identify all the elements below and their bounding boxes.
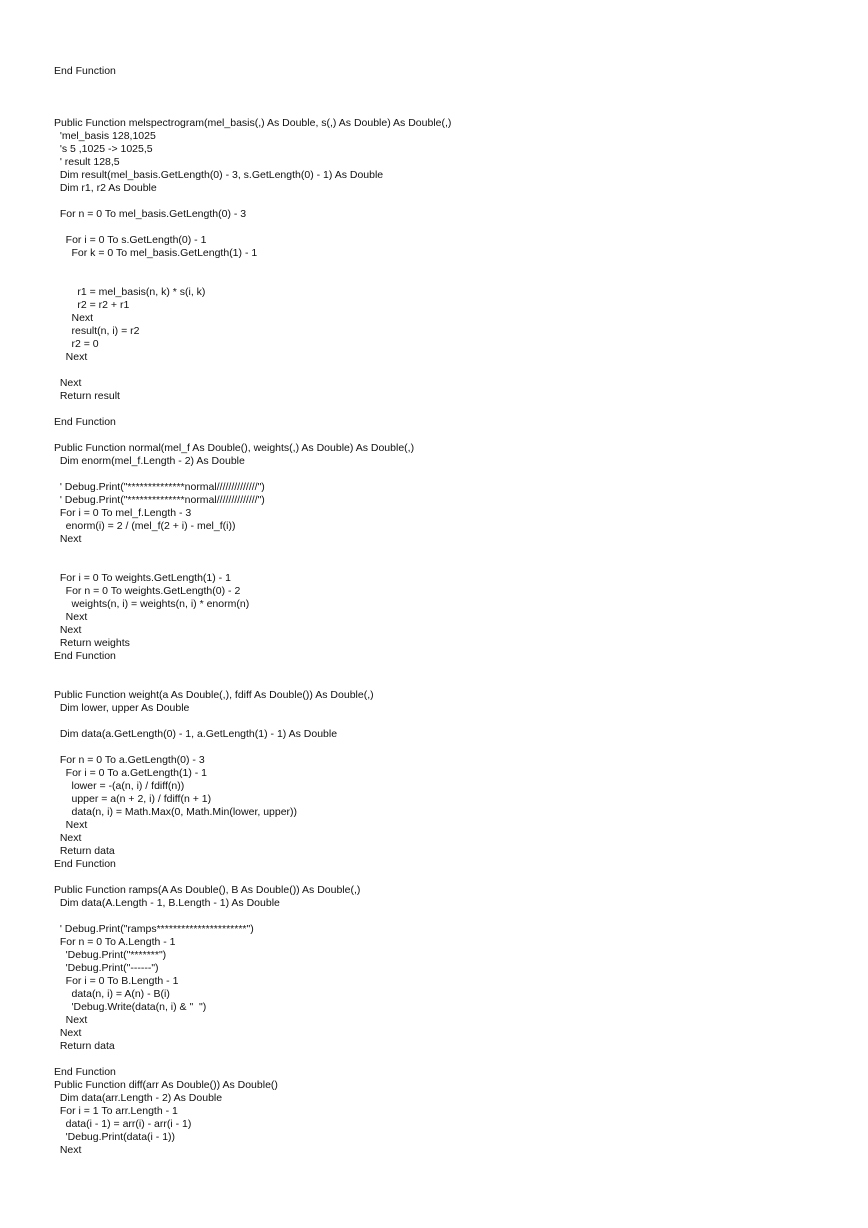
code-line	[54, 104, 834, 117]
code-line	[54, 78, 834, 91]
code-line: data(n, i) = Math.Max(0, Math.Min(lower, upper))	[54, 806, 298, 818]
code-line: ' Debug.Print("**************normal//////////////")	[54, 481, 265, 493]
code-line: Return result	[54, 390, 120, 402]
code-line: For n = 0 To mel_basis.GetLength(0) - 3	[54, 208, 247, 220]
code-line: Next	[54, 1027, 82, 1039]
code-line: End Function	[54, 650, 116, 662]
code-line	[54, 221, 834, 234]
code-line: Public Function weight(a As Double(,), fdiff As Double()) As Double(,)	[54, 689, 374, 701]
code-line	[54, 910, 834, 923]
code-line: For i = 0 To weights.GetLength(1) - 1	[54, 572, 231, 584]
code-line: 'Debug.Print("*******")	[54, 949, 167, 961]
code-line: Next	[54, 611, 88, 623]
code-line: For i = 1 To arr.Length - 1	[54, 1105, 178, 1117]
code-line	[54, 260, 834, 273]
code-line: ' Debug.Print("**************normal//////////////")	[54, 494, 265, 506]
code-line: End Function	[54, 416, 116, 428]
code-line: Public Function melspectrogram(mel_basis(,) As Double, s(,) As Double) As Double(,)	[54, 117, 452, 129]
code-line: Dim enorm(mel_f.Length - 2) As Double	[54, 455, 245, 467]
code-line: Dim data(A.Length - 1, B.Length - 1) As Double	[54, 897, 280, 909]
code-line: Next	[54, 533, 82, 545]
code-line: Public Function diff(arr As Double()) As Double()	[54, 1079, 278, 1091]
code-line: Next	[54, 351, 88, 363]
code-line: r2 = 0	[54, 338, 99, 350]
code-line: lower = -(a(n, i) / fdiff(n))	[54, 780, 185, 792]
code-listing	[54, 65, 834, 1157]
code-line: Dim data(a.GetLength(0) - 1, a.GetLength(1) - 1) As Double	[54, 728, 338, 740]
code-line: ' Debug.Print("ramps**********************")	[54, 923, 254, 935]
code-line	[54, 273, 834, 286]
code-line	[54, 364, 834, 377]
code-line	[54, 559, 834, 572]
code-line	[54, 429, 834, 442]
code-line: Next	[54, 1144, 82, 1156]
code-line: 'Debug.Write(data(n, i) & " ")	[54, 1001, 207, 1013]
code-line: Return data	[54, 845, 115, 857]
code-line: Next	[54, 377, 82, 389]
code-line: Dim data(arr.Length - 2) As Double	[54, 1092, 223, 1104]
code-line: For i = 0 To B.Length - 1	[54, 975, 179, 987]
code-line	[54, 676, 834, 689]
code-line: Dim lower, upper As Double	[54, 702, 190, 714]
code-line	[54, 546, 834, 559]
code-line: 'Debug.Print("------")	[54, 962, 159, 974]
code-line: 's 5 ,1025 -> 1025,5	[54, 143, 153, 155]
code-line: For i = 0 To mel_f.Length - 3	[54, 507, 192, 519]
code-line: End Function	[54, 1066, 116, 1078]
code-line: Dim result(mel_basis.GetLength(0) - 3, s.GetLength(0) - 1) As Double	[54, 169, 384, 181]
code-line: Public Function ramps(A As Double(), B As Double()) As Double(,)	[54, 884, 361, 896]
code-line: 'Debug.Print(data(i - 1))	[54, 1131, 176, 1143]
code-line: r1 = mel_basis(n, k) * s(i, k)	[54, 286, 206, 298]
code-line: r2 = r2 + r1	[54, 299, 130, 311]
code-line: Next	[54, 1014, 88, 1026]
code-line: result(n, i) = r2	[54, 325, 140, 337]
code-line: 'mel_basis 128,1025	[54, 130, 156, 142]
code-line: Next	[54, 624, 82, 636]
code-line: Next	[54, 312, 94, 324]
code-line	[54, 715, 834, 728]
code-line: For n = 0 To weights.GetLength(0) - 2	[54, 585, 241, 597]
code-line	[54, 468, 834, 481]
code-line: Dim r1, r2 As Double	[54, 182, 157, 194]
code-line: Return data	[54, 1040, 115, 1052]
code-line	[54, 741, 834, 754]
code-line: For i = 0 To a.GetLength(1) - 1	[54, 767, 208, 779]
code-line: upper = a(n + 2, i) / fdiff(n + 1)	[54, 793, 212, 805]
code-line	[54, 403, 834, 416]
code-line: For n = 0 To a.GetLength(0) - 3	[54, 754, 205, 766]
code-line	[54, 663, 834, 676]
code-line: weights(n, i) = weights(n, i) * enorm(n)	[54, 598, 250, 610]
code-line: For k = 0 To mel_basis.GetLength(1) - 1	[54, 247, 258, 259]
code-line: End Function	[54, 858, 116, 870]
code-line	[54, 871, 834, 884]
code-line	[54, 195, 834, 208]
code-line: For n = 0 To A.Length - 1	[54, 936, 176, 948]
code-line: enorm(i) = 2 / (mel_f(2 + i) - mel_f(i))	[54, 520, 236, 532]
code-line: End Function	[54, 65, 116, 77]
code-line	[54, 1053, 834, 1066]
code-line: Next	[54, 819, 88, 831]
code-line: Next	[54, 832, 82, 844]
code-line: ' result 128,5	[54, 156, 120, 168]
code-line: data(n, i) = A(n) - B(i)	[54, 988, 170, 1000]
code-line: Return weights	[54, 637, 130, 649]
code-line: Public Function normal(mel_f As Double(), weights(,) As Double) As Double(,)	[54, 442, 415, 454]
code-line	[54, 91, 834, 104]
code-line: data(i - 1) = arr(i) - arr(i - 1)	[54, 1118, 192, 1130]
code-line: For i = 0 To s.GetLength(0) - 1	[54, 234, 207, 246]
